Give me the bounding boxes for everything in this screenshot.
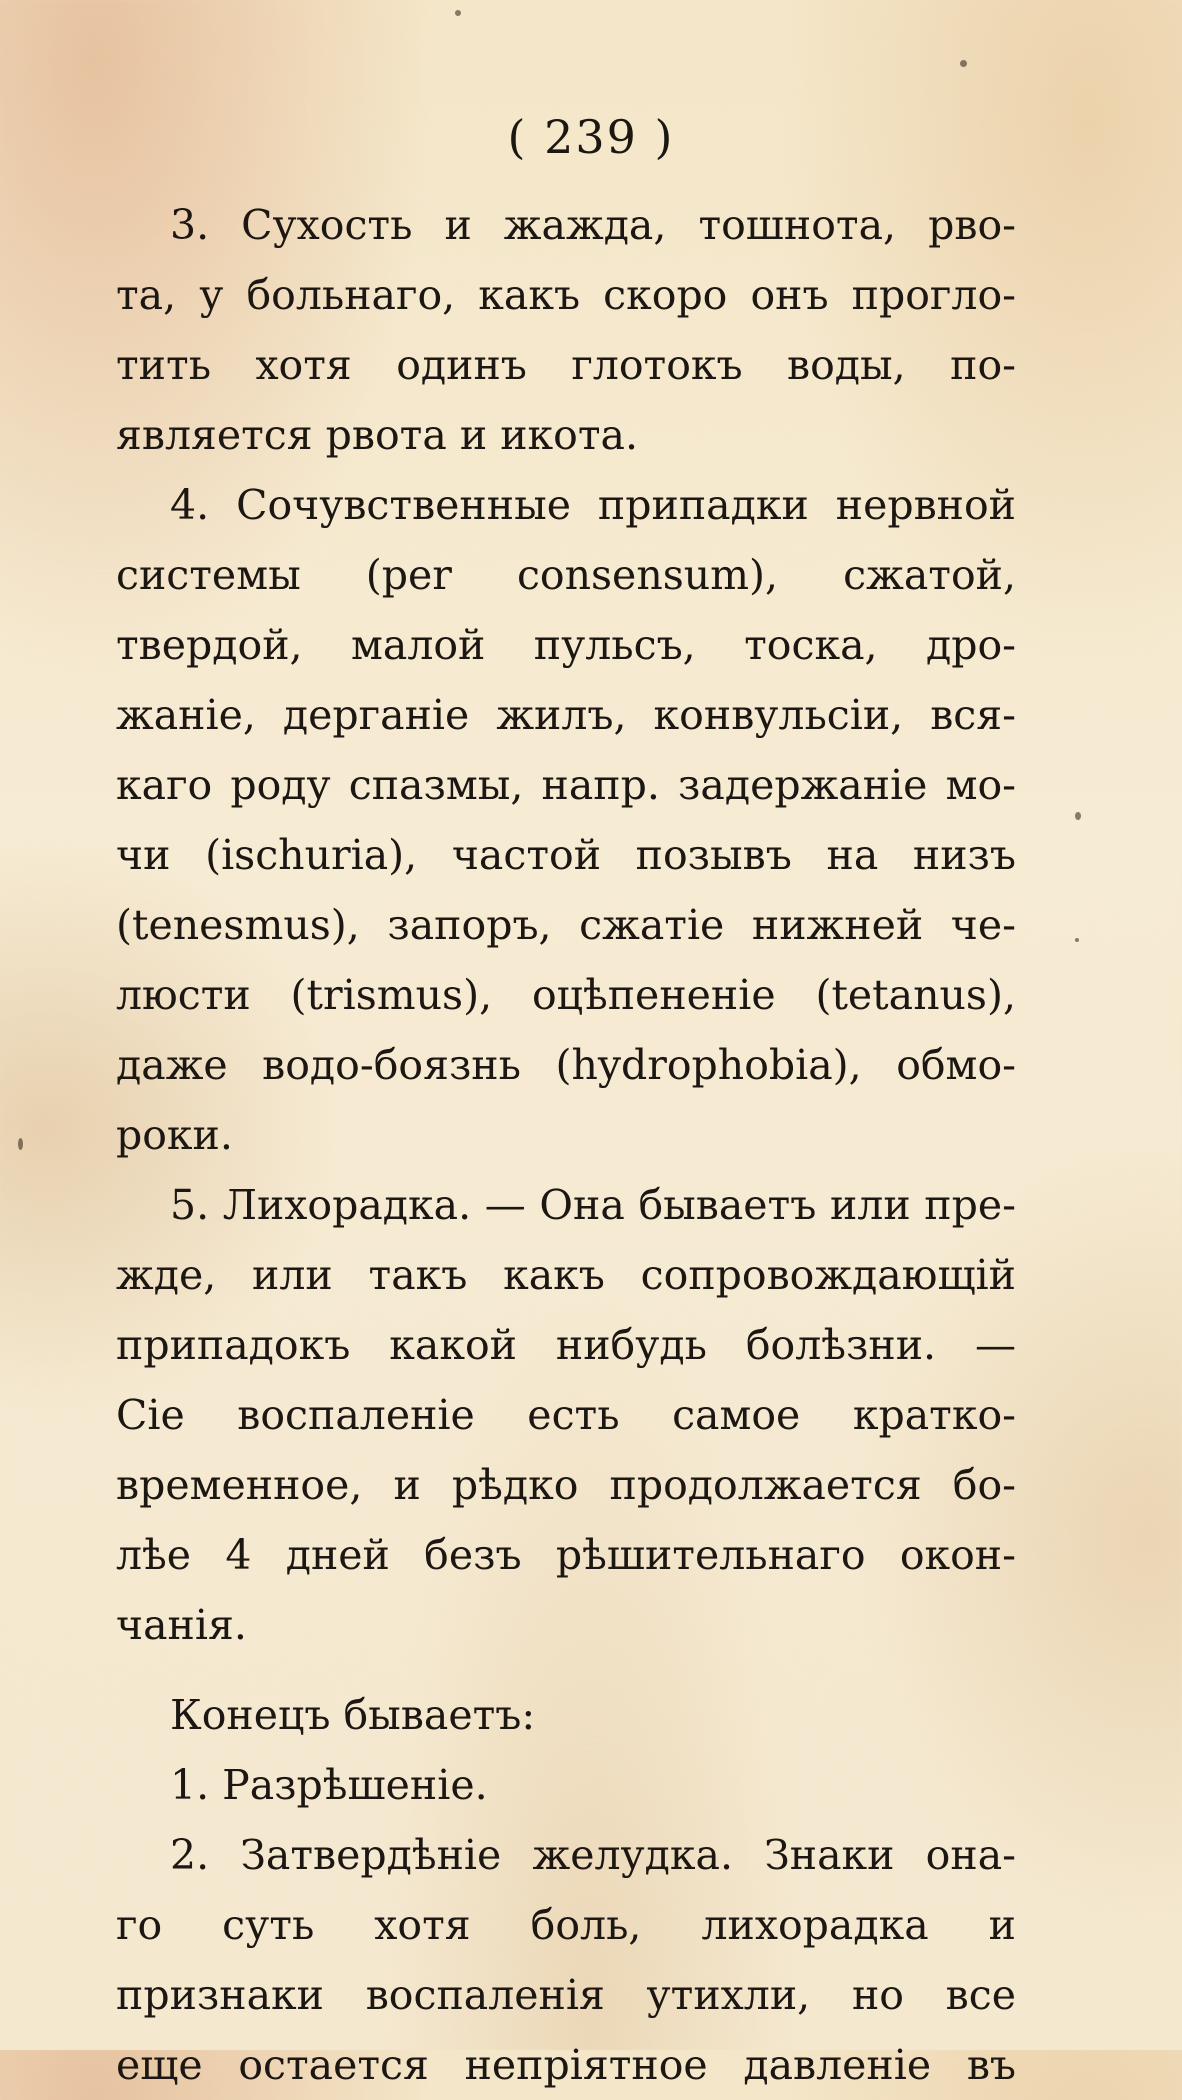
- text-line: (tenesmus), запоръ, сжатіе нижней че-: [116, 901, 1016, 949]
- text-line: жаніе, дерганіе жилъ, конвульсіи, вся-: [116, 691, 1016, 739]
- text-line: лѣе 4 дней безъ рѣшительнаго окон-: [116, 1531, 1016, 1579]
- body-text: [116, 190, 1016, 2100]
- text-line: чанія.: [116, 1601, 247, 1649]
- text-line: 2. Затвердѣніе желудка. Знаки она-: [170, 1831, 1016, 1879]
- page-number: ( 239 ): [507, 110, 675, 164]
- paper-speck: [1075, 938, 1079, 942]
- paper-speck: [960, 60, 967, 67]
- text-line: 4. Сочувственные припадки нервной: [170, 481, 1016, 529]
- paper-speck: [1075, 812, 1081, 820]
- text-line: припадокъ какой нибудь болѣзни. —: [116, 1321, 1016, 1369]
- paper-speck: [18, 1138, 23, 1150]
- text-line: го суть хотя боль, лихорадка и: [116, 1901, 1016, 1949]
- text-line: твердой, малой пульсъ, тоска, дро-: [116, 621, 1016, 669]
- text-line: та, у больнаго, какъ скоро онъ прогло-: [116, 271, 1016, 319]
- text-line: 3. Сухость и жажда, тошнота, рво-: [170, 201, 1016, 249]
- text-line: люсти (trismus), оцѣпененіе (tetanus),: [116, 971, 1016, 1019]
- text-line: признаки воспаленія утихли, но все: [116, 1971, 1016, 2019]
- text-line: чи (ischuria), частой позывъ на низъ: [116, 831, 1016, 879]
- text-line: тить хотя одинъ глотокъ воды, по-: [116, 341, 1016, 389]
- text-line: системы (per consensum), сжатой,: [116, 551, 1016, 599]
- text-line: даже водо-боязнь (hydrophobia), обмо-: [116, 1041, 1016, 1089]
- paper-speck: [455, 10, 461, 16]
- text-line: является рвота и икота.: [116, 411, 638, 459]
- text-line: 5. Лихорадка. — Она бываетъ или пре-: [170, 1181, 1016, 1229]
- paragraph-gap: [116, 1660, 1016, 1680]
- text-line: Сіе воспаленіе есть самое кратко-: [116, 1391, 1016, 1439]
- text-line: роки.: [116, 1111, 233, 1159]
- section-heading: Конецъ бываетъ:: [170, 1691, 536, 1739]
- text-line: жде, или такъ какъ сопровождающій: [116, 1251, 1016, 1299]
- text-line: еще остается непріятное давленіе въ: [116, 2041, 1016, 2089]
- text-line: 1. Разрѣшеніе.: [170, 1761, 488, 1809]
- text-line: каго роду спазмы, напр. задержаніе мо-: [116, 761, 1016, 809]
- text-line: временное, и рѣдко продолжается бо-: [116, 1461, 1016, 1509]
